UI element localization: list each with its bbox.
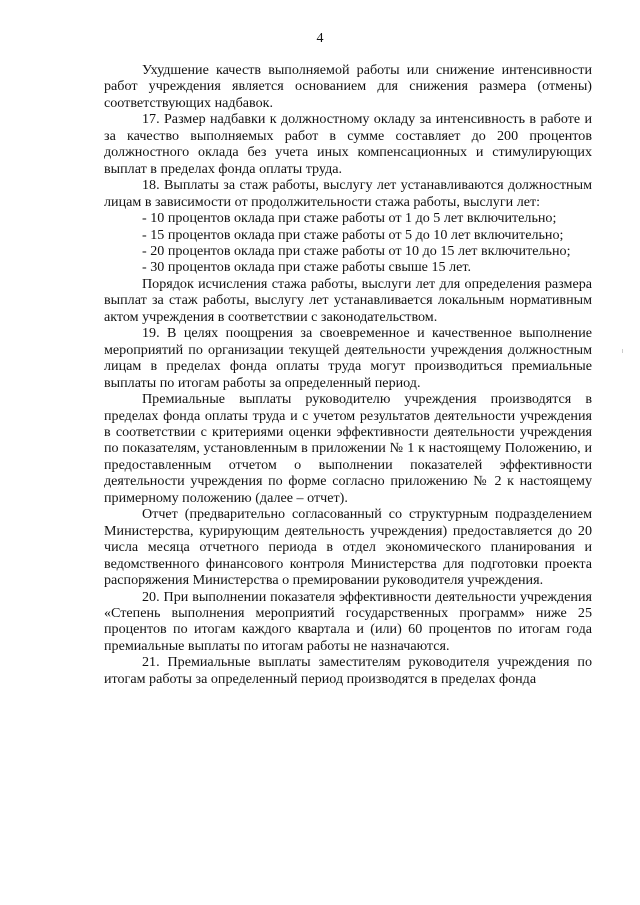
paragraph-17-intensity-bonus: 17. Размер надбавки к должностному окладу за интенсивность в работе и за качество выполняемых работ в сумме составляет до 200 процентов должностного оклада без учета иных компенсационных и стимулирующих выплат в пределах фонда оплаты труда.: [104, 111, 592, 177]
paragraph-21-deputy-bonus: 21. Премиальные выплаты заместителям руководителя учреждения по итогам работы за определенный период производятся в пределах фонда: [104, 654, 592, 687]
document-body: [104, 62, 592, 687]
paragraph-20-performance-indicator: 20. При выполнении показателя эффективности деятельности учреждения «Степень выполнения мероприятий государственных программ» ниже 25 процентов по итогам каждого квартала и (или) 60 процентов по итогам года премиальные выплаты по итогам работы не назначаются.: [104, 588, 592, 654]
list-item-seniority-10-15: - 20 процентов оклада при стаже работы от 10 до 15 лет включительно;: [142, 242, 571, 259]
page-number: 4: [316, 31, 324, 46]
list-item-seniority-1-5: - 10 процентов оклада при стаже работы от 1 до 5 лет включительно;: [142, 210, 557, 227]
paragraph-seniority-calculation: Порядок исчисления стажа работы, выслуги лет для определения размера выплат за стаж работы, выслугу лет устанавливается локальным нормативным актом учреждения в соответствии с законодательством.: [104, 275, 592, 325]
list-item-seniority-5-10: - 15 процентов оклада при стаже работы от 5 до 10 лет включительно;: [142, 226, 564, 243]
list-item-seniority-over-15: - 30 процентов оклада при стаже работы свыше 15 лет.: [142, 259, 471, 276]
paragraph-director-bonus: Премиальные выплаты руководителю учреждения производятся в пределах фонда оплаты труда и с учетом результатов деятельности учреждения в соответствии с критериями оценки эффективности деятельности учреждения по показателям, установленным в приложении № 1 к настоящему Положению, и предоставленным отчетом о выполнении показателей эффективности деятельности учреждения по форме согласно приложению № 2 к настоящему примерному положению (далее – отчет).: [104, 391, 592, 506]
scan-mark: [622, 349, 623, 353]
paragraph-quality-reduction: Ухудшение качеств выполняемой работы или снижение интенсивности работ учреждения является основанием для снижения размера (отмены) соответствующих надбавок.: [104, 62, 592, 111]
paragraph-18-seniority-payments: 18. Выплаты за стаж работы, выслугу лет устанавливаются должностным лицам в зависимости от продолжительности стажа работы, выслуги лет:: [104, 177, 592, 210]
paragraph-report: Отчет (предварительно согласованный со структурным подразделением Министерства, курирующим деятельность учреждения) предоставляется до 20 числа месяца отчетного периода в отдел экономического планирования и ведомственного финансового контроля Министерства для подготовки проекта распоряжения Министерства о премировании руководителя учреждения.: [104, 506, 592, 589]
paragraph-19-bonus-payments: 19. В целях поощрения за своевременное и качественное выполнение мероприятий по организации текущей деятельности учреждения должностным лицам в пределах фонда оплаты труда могут производиться премиальные выплаты по итогам работы за определенный период.: [104, 325, 592, 391]
